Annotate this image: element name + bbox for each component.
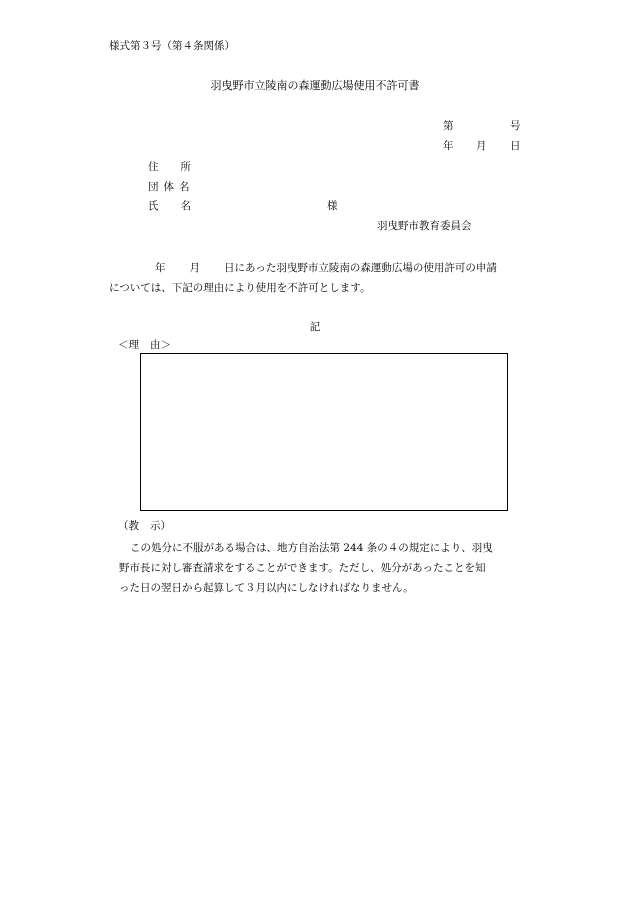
date-day-label: 日 [510,140,521,152]
body-line1-rest: 日にあった羽曳野市立陵南の森運動広場の使用許可の申請 [224,262,497,274]
ki-heading: 記 [309,321,321,333]
address-label-char-1: 住 [148,161,159,173]
body-year: 年 [155,262,166,274]
form-number: 様式第３号（第４条関係） [109,40,235,52]
issuer-name: 羽曳野市教育委員会 [377,220,472,232]
body-month: 月 [189,262,200,274]
reason-box [140,353,508,511]
instruction-label-open: （教 [118,520,139,532]
address-label [148,162,191,173]
reason-label-open: ＜理 [118,339,139,351]
group-label-char-3: 名 [179,181,190,193]
instruction-line-1: この処分に不服がある場合は、地方自治法第 244 条の４の規定により、羽曳 [130,542,493,554]
body-line-1 [155,263,497,274]
date-month-label: 月 [476,140,487,152]
number-suffix: 号 [510,120,521,132]
document-title: 羽曳野市立陵南の森運動広場使用不許可書 [210,79,420,92]
name-label-char-1: 氏 [148,200,159,212]
group-label-char-2: 体 [163,181,174,193]
body-line-2: については、下記の理由により使用を不許可とします。 [109,282,371,294]
instruction-label-close: 示） [150,520,171,532]
group-name-label [148,182,190,193]
number-prefix: 第 [443,120,454,132]
honorific: 様 [327,200,338,212]
instruction-line-3: った日の翌日から起算して３月以内にしなければなりません。 [119,582,414,594]
address-label-char-2: 所 [180,161,191,173]
instruction-line-2: 野市長に対し審査請求をすることができます。ただし、処分があったことを知 [119,562,486,574]
reason-label-close: 由＞ [150,339,171,351]
name-label-char-2: 名 [180,200,191,212]
name-label [148,201,191,212]
instruction-label [118,521,171,532]
group-label-char-1: 団 [148,181,159,193]
reason-label [118,340,171,351]
date-year-label: 年 [443,140,454,152]
